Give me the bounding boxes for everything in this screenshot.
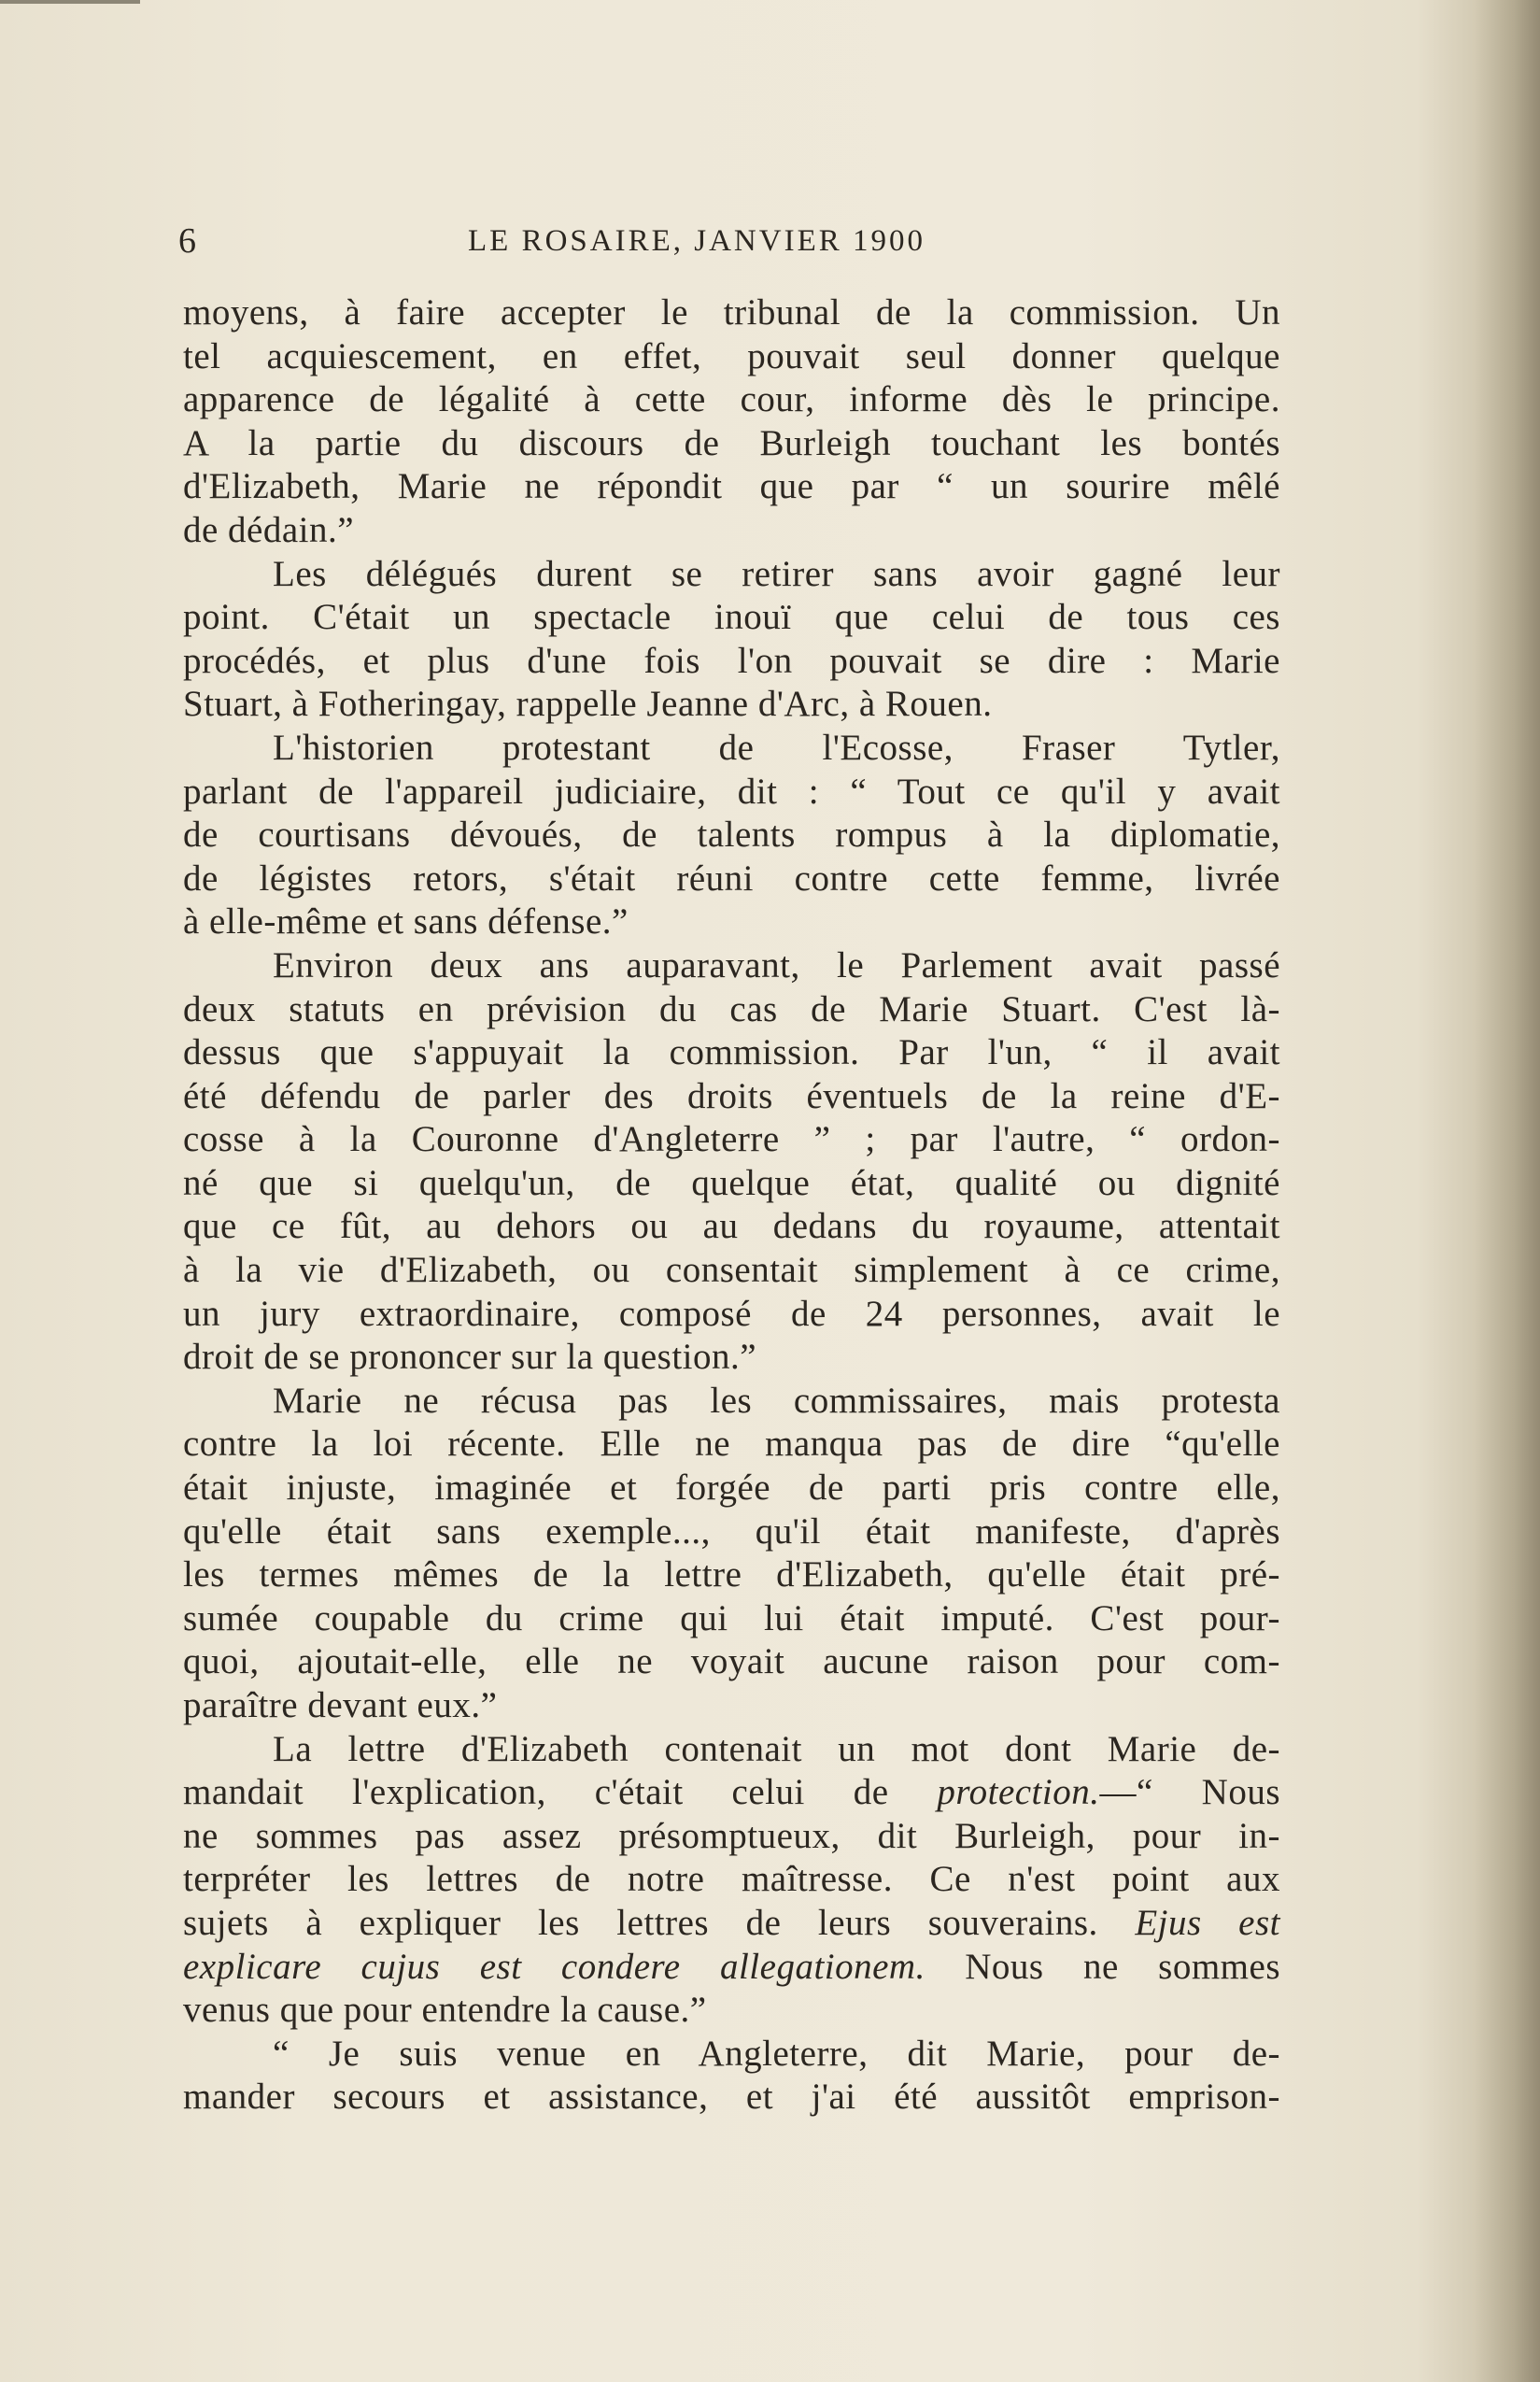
text-line <box>183 814 1280 858</box>
text-line-content: paraître devant eux.” <box>183 1685 498 1725</box>
text-line-content: qu'elle était sans exemple..., qu'il était manifeste, d'après <box>183 1510 1280 1552</box>
text-line-content: mander secours et assistance, et j'ai été aussitôt emprison- <box>183 2077 1280 2118</box>
text-line-content: L'historien protestant de l'Ecosse, Fraser Tytler, <box>273 727 1280 768</box>
text-line-content: tel acquiescement, en effet, pouvait seul donner quelque <box>183 335 1280 376</box>
text-line-content: Marie ne récusa pas les commissaires, mais protesta <box>273 1380 1280 1421</box>
text-line-content: que ce fût, au dehors ou au dedans du royaume, attentait <box>183 1206 1280 1247</box>
text-line-tail: Nous ne sommes <box>925 1946 1280 1987</box>
text-line-content: les termes mêmes de la lettre d'Elizabeth, qu'elle était pré- <box>183 1554 1280 1595</box>
text-line <box>183 509 1280 553</box>
text-line <box>183 1640 1280 1684</box>
text-line-content: né que si quelqu'un, de quelque état, qualité ou dignité <box>183 1162 1280 1203</box>
text-line <box>183 683 1280 727</box>
text-line <box>183 1249 1280 1293</box>
text-line-content: était injuste, imaginée et forgée de parti pris contre elle, <box>183 1467 1280 1509</box>
binding-shadow <box>1475 0 1540 2382</box>
text-line-content: mandait l'explication, c'était celui de <box>183 1772 938 1813</box>
text-line-content: de dédain.” <box>183 509 355 550</box>
text-line-content: à la vie d'Elizabeth, ou consentait simplement à ce crime, <box>183 1250 1280 1291</box>
text-line-content: dessus que s'appuyait la commission. Par l'un, “ il avait <box>183 1032 1280 1073</box>
text-line-content: droit de se prononcer sur la question.” <box>183 1337 757 1378</box>
text-line-content: contre la loi récente. Elle ne manqua pas de dire “qu'elle <box>183 1424 1280 1465</box>
italic-phrase: explicare cujus est condere allegationem. <box>183 1946 925 1987</box>
text-line-content: Les délégués durent se retirer sans avoir gagné leur <box>273 553 1280 594</box>
text-line <box>183 1815 1280 1859</box>
text-line <box>183 1293 1280 1337</box>
text-line <box>183 596 1280 640</box>
text-line <box>183 335 1280 379</box>
text-line <box>183 2076 1280 2120</box>
text-line <box>183 1205 1280 1249</box>
text-line-content: de courtisans dévoués, de talents rompus à la diplomatie, <box>183 815 1280 856</box>
text-line-content: Environ deux ans auparavant, le Parlement avait passé <box>273 944 1280 985</box>
text-line <box>183 1858 1280 1902</box>
text-line <box>183 1467 1280 1510</box>
body-text <box>183 291 1280 2120</box>
text-line <box>183 1946 1280 1990</box>
text-line-content: d'Elizabeth, Marie ne répondit que par “ un sourire mêlé <box>183 466 1280 507</box>
text-line-content: point. C'était un spectacle inouï que celui de tous ces <box>183 597 1280 638</box>
text-line-content: moyens, à faire accepter le tribunal de la commission. Un <box>183 292 1280 333</box>
top-rule <box>0 0 140 4</box>
text-line <box>183 1728 1280 1772</box>
text-line <box>183 771 1280 815</box>
text-line <box>183 1553 1280 1597</box>
page-header <box>178 220 1284 265</box>
text-line-content: ne sommes pas assez présomptueux, dit Burleigh, pour in- <box>183 1815 1280 1856</box>
text-line <box>183 858 1280 901</box>
text-line <box>183 1075 1280 1119</box>
text-line <box>183 727 1280 771</box>
italic-phrase: protection. <box>937 1772 1100 1813</box>
text-line <box>183 1684 1280 1728</box>
text-line-content: parlant de l'appareil judiciaire, dit : “ Tout ce qu'il y avait <box>183 771 1280 812</box>
text-line-content: cosse à la Couronne d'Angleterre ” ; par l'autre, “ ordon- <box>183 1119 1280 1160</box>
text-line <box>183 1597 1280 1641</box>
text-line <box>183 422 1280 466</box>
text-line <box>183 900 1280 944</box>
text-line <box>183 465 1280 509</box>
text-line <box>183 988 1280 1032</box>
text-line <box>183 2033 1280 2077</box>
text-line-content: terpréter les lettres de notre maîtresse. Ce n'est point aux <box>183 1859 1280 1900</box>
text-line-content: à elle-même et sans défense.” <box>183 901 629 943</box>
text-line <box>183 944 1280 988</box>
running-head: LE ROSAIRE, JANVIER 1900 <box>468 224 925 258</box>
text-line-content: de légistes retors, s'était réuni contre cette femme, livrée <box>183 858 1280 899</box>
page-number: 6 <box>178 221 197 261</box>
text-line-content: apparence de légalité à cette cour, informe dès le principe. <box>183 379 1280 420</box>
text-line <box>183 1510 1280 1554</box>
text-line <box>183 1423 1280 1467</box>
text-line <box>183 1902 1280 1946</box>
text-line-content: un jury extraordinaire, composé de 24 personnes, avait le <box>183 1293 1280 1334</box>
text-line-content: procédés, et plus d'une fois l'on pouvait se dire : Marie <box>183 640 1280 681</box>
text-line-tail: —“ Nous <box>1099 1772 1280 1813</box>
text-line-content: “ Je suis venue en Angleterre, dit Marie, pour de- <box>273 2033 1280 2074</box>
text-line <box>183 1162 1280 1206</box>
text-line <box>183 291 1280 335</box>
text-line-content: quoi, ajoutait-elle, elle ne voyait aucune raison pour com- <box>183 1641 1280 1682</box>
text-line <box>183 378 1280 422</box>
text-line-content: sujets à expliquer les lettres de leurs souverains. <box>183 1902 1136 1943</box>
text-line-content: deux statuts en prévision du cas de Marie Stuart. C'est là- <box>183 988 1280 1029</box>
text-line-content: sumée coupable du crime qui lui était imputé. C'est pour- <box>183 1597 1280 1638</box>
text-line <box>183 1031 1280 1075</box>
text-line-content: Stuart, à Fotheringay, rappelle Jeanne d'Arc, à Rouen. <box>183 684 993 725</box>
italic-phrase: Ejus est <box>1135 1902 1280 1943</box>
text-line-content: A la partie du discours de Burleigh touchant les bontés <box>183 422 1280 463</box>
text-line-content: été défendu de parler des droits éventuels de la reine d'E- <box>183 1075 1280 1116</box>
text-line <box>183 640 1280 684</box>
text-line <box>183 1118 1280 1162</box>
text-line <box>183 553 1280 597</box>
text-line <box>183 1771 1280 1815</box>
text-line-content: La lettre d'Elizabeth contenait un mot dont Marie de- <box>273 1728 1280 1769</box>
text-line <box>183 1336 1280 1380</box>
text-line <box>183 1989 1280 2033</box>
text-line <box>183 1380 1280 1424</box>
text-line-content: venus que pour entendre la cause.” <box>183 1990 707 2031</box>
